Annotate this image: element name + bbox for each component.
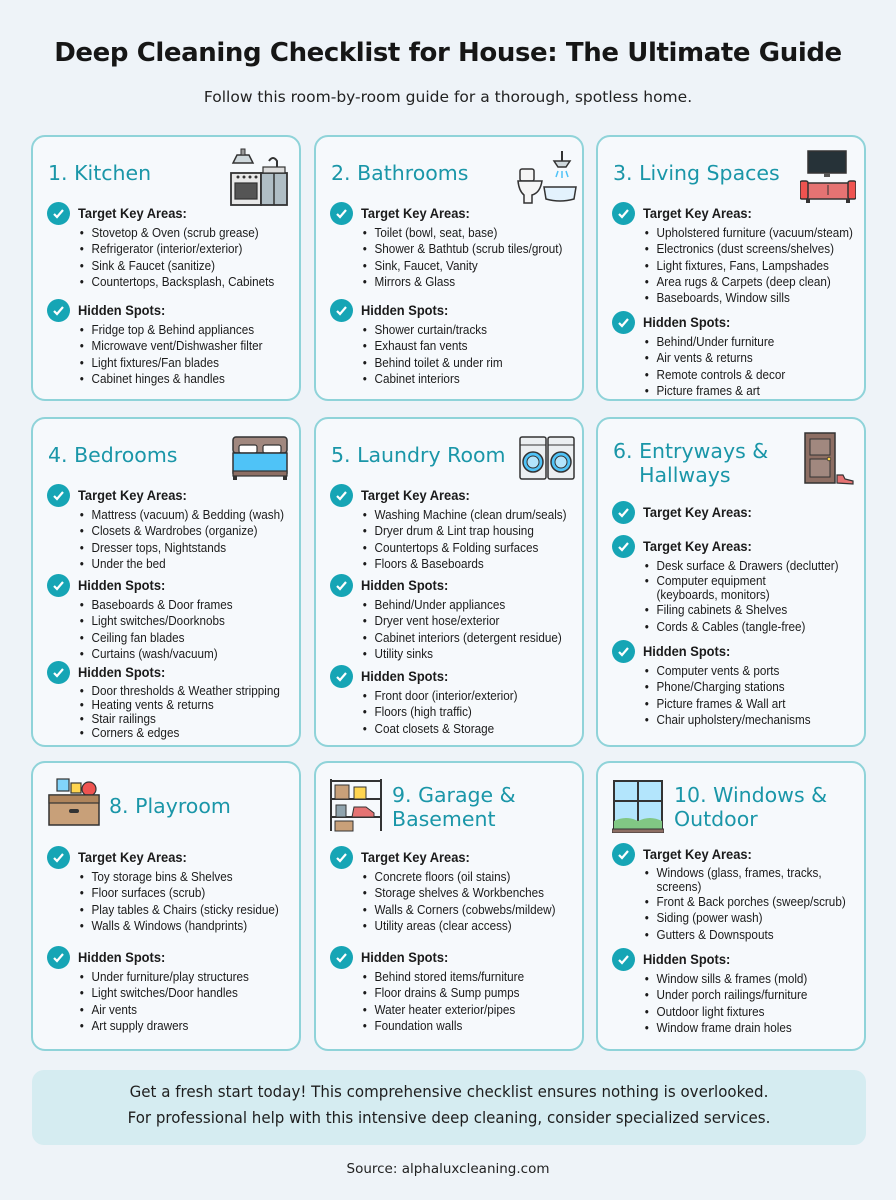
list-item: • Under the bed — [78, 556, 270, 572]
list-item: • Siding (power wash) — [643, 910, 835, 926]
checkmark-icon — [47, 846, 70, 869]
footer-callout — [32, 1070, 866, 1145]
section-label: Target Key Areas: — [78, 487, 187, 503]
list-item: • Walls & Corners (cobwebs/mildew) — [361, 902, 553, 918]
checkmark-icon — [612, 202, 635, 225]
checkmark-icon — [47, 946, 70, 969]
list-item: • Heating vents & returns — [78, 698, 270, 712]
list-item: • Light switches/Doorknobs — [78, 613, 270, 629]
section-hidden-spots — [330, 298, 574, 387]
list-item: • Window sills & frames (mold) — [643, 971, 835, 987]
list-item: • Electronics (dust screens/shelves) — [643, 241, 835, 257]
list-item: • Cabinet hinges & handles — [78, 371, 270, 387]
list-item: • Curtains (wash/vacuum) — [78, 646, 270, 662]
list-item: • Utility sinks — [361, 646, 553, 662]
list-item: • Filing cabinets & Shelves — [643, 602, 835, 618]
list-item: • Under porch railings/furniture — [643, 987, 835, 1003]
list-item: • Coat closets & Storage — [361, 721, 553, 737]
section-label: Target Key Areas: — [643, 205, 752, 221]
checkmark-icon — [47, 484, 70, 507]
list-item: • Mirrors & Glass — [361, 274, 553, 290]
list-item: • Dresser tops, Nightstands — [78, 540, 270, 556]
list-item: • Front & Back porches (sweep/scrub) — [643, 894, 835, 910]
checkmark-icon — [47, 661, 70, 684]
section-hidden-spots — [47, 660, 291, 740]
section-target-key-areas — [47, 201, 291, 290]
list-item: • Refrigerator (interior/exterior) — [78, 241, 270, 257]
door-shoes-icon — [801, 431, 857, 492]
list-item: • Microwave vent/Dishwasher filter — [78, 338, 270, 354]
list-item: • Baseboards & Door frames — [78, 597, 270, 613]
section-label: Hidden Spots: — [361, 949, 449, 965]
card-living-spaces — [596, 135, 866, 401]
checkmark-icon — [612, 311, 635, 334]
section-label: Target Key Areas: — [78, 849, 187, 865]
section-target-key-areas — [330, 201, 574, 290]
page-subtitle: Follow this room-by-room guide for a thorough, spotless home. — [203, 88, 693, 106]
checkmark-icon — [612, 640, 635, 663]
list-item: • Baseboards, Window sills — [643, 290, 835, 306]
checkmark-icon — [330, 946, 353, 969]
list-item: • Picture frames & Wall art — [643, 696, 835, 712]
section-target-key-areas — [612, 534, 856, 635]
window-icon — [612, 779, 664, 838]
section-label: Target Key Areas: — [78, 205, 187, 221]
list-item: • Toy storage bins & Shelves — [78, 869, 270, 885]
checkmark-icon — [612, 501, 635, 524]
card-title: 2. Bathrooms — [331, 161, 469, 185]
list-item: • Floor drains & Sump pumps — [361, 985, 553, 1001]
list-item: • Art supply drawers — [78, 1018, 270, 1034]
list-item: • Door thresholds & Weather stripping — [78, 684, 270, 698]
section-target-key-areas — [612, 500, 856, 524]
list-item: • Behind stored items/furniture — [361, 969, 553, 985]
list-item: • Sink, Faucet, Vanity — [361, 258, 553, 274]
section-hidden-spots — [612, 639, 856, 728]
list-item: • Outdoor light fixtures — [643, 1004, 835, 1020]
list-item: • Stair railings — [78, 712, 270, 726]
toy-box-icon — [47, 777, 101, 836]
section-hidden-spots — [47, 945, 291, 1034]
list-item: • Floors (high traffic) — [361, 704, 553, 720]
card-garage-basement — [314, 761, 584, 1051]
checkmark-icon — [330, 484, 353, 507]
list-item: • Area rugs & Carpets (deep clean) — [643, 274, 835, 290]
card-title: 9. Garage & Basement — [392, 783, 516, 831]
list-item: • Front door (interior/exterior) — [361, 688, 553, 704]
section-label: Hidden Spots: — [643, 314, 731, 330]
list-item: • Countertops, Backsplash, Cabinets — [78, 274, 270, 290]
section-hidden-spots — [612, 310, 856, 399]
source-credit: Source: alphaluxcleaning.com — [346, 1161, 550, 1177]
list-item: • Cabinet interiors — [361, 371, 553, 387]
list-item: • Phone/Charging stations — [643, 679, 835, 695]
section-label: Hidden Spots: — [643, 643, 731, 659]
checkmark-icon — [330, 299, 353, 322]
section-target-key-areas — [330, 845, 574, 934]
list-item: • Desk surface & Drawers (declutter) — [643, 558, 835, 574]
checkmark-icon — [330, 202, 353, 225]
section-label: Target Key Areas: — [361, 487, 470, 503]
list-item: • Play tables & Chairs (sticky residue) — [78, 902, 270, 918]
list-item: • Remote controls & decor — [643, 367, 835, 383]
section-label: Target Key Areas: — [643, 846, 752, 862]
section-target-key-areas — [612, 842, 856, 943]
section-label: Hidden Spots: — [361, 302, 449, 318]
list-item: • Light fixtures, Fans, Lampshades — [643, 258, 835, 274]
card-title: 8. Playroom — [109, 794, 231, 818]
card-title: 1. Kitchen — [48, 161, 152, 185]
section-hidden-spots — [330, 664, 574, 737]
card-bathrooms — [314, 135, 584, 401]
washing-machines-icon — [519, 436, 575, 485]
checkmark-icon — [612, 948, 635, 971]
card-entryways-hallways — [596, 417, 866, 747]
section-label: Hidden Spots: — [78, 302, 166, 318]
list-item: • Chair upholstery/mechanisms — [643, 712, 835, 728]
list-item: • Mattress (vacuum) & Bedding (wash) — [78, 507, 270, 523]
footer-line-1: Get a fresh start today! This comprehensive checklist ensures nothing is overlooked. — [129, 1082, 769, 1101]
list-item: • Computer vents & ports — [643, 663, 835, 679]
footer-line-2: For professional help with this intensive deep cleaning, consider specialized services. — [127, 1108, 771, 1127]
list-item: • Walls & Windows (handprints) — [78, 918, 270, 934]
card-title: 4. Bedrooms — [48, 443, 178, 467]
section-hidden-spots — [330, 945, 574, 1034]
checkmark-icon — [612, 535, 635, 558]
card-title: 10. Windows & Outdoor — [674, 783, 828, 831]
list-item: • Fridge top & Behind appliances — [78, 322, 270, 338]
card-windows-outdoor — [596, 761, 866, 1051]
list-item: • Ceiling fan blades — [78, 630, 270, 646]
list-item: • Floors & Baseboards — [361, 556, 553, 572]
list-item: • Floor surfaces (scrub) — [78, 885, 270, 901]
checkmark-icon — [47, 574, 70, 597]
card-title: 6. Entryways & Hallways — [613, 439, 769, 487]
list-item: • Exhaust fan vents — [361, 338, 553, 354]
section-label: Hidden Spots: — [361, 668, 449, 684]
list-item: • Storage shelves & Workbenches — [361, 885, 553, 901]
checkmark-icon — [330, 574, 353, 597]
section-target-key-areas — [47, 845, 291, 934]
section-label: Hidden Spots: — [78, 577, 166, 593]
section-target-key-areas — [47, 483, 291, 572]
section-hidden-spots — [47, 298, 291, 387]
section-target-key-areas — [612, 201, 856, 306]
card-playroom — [31, 761, 301, 1051]
list-item: • Utility areas (clear access) — [361, 918, 553, 934]
section-hidden-spots — [330, 573, 574, 662]
list-item: • Shower & Bathtub (scrub tiles/grout) — [361, 241, 553, 257]
list-item: • Washing Machine (clean drum/seals) — [361, 507, 553, 523]
section-label: Hidden Spots: — [361, 577, 449, 593]
list-item: • Computer equipment (keyboards, monitors) — [643, 574, 828, 602]
list-item: • Water heater exterior/pipes — [361, 1002, 553, 1018]
section-label: Hidden Spots: — [643, 951, 731, 967]
section-label: Target Key Areas: — [643, 504, 752, 520]
list-item: • Air vents — [78, 1002, 270, 1018]
section-label: Hidden Spots: — [78, 664, 166, 680]
section-hidden-spots — [612, 947, 856, 1036]
list-item: • Gutters & Downspouts — [643, 927, 835, 943]
page-title: Deep Cleaning Checklist for House: The Ultimate Guide — [54, 38, 842, 68]
checkmark-icon — [47, 299, 70, 322]
list-item: • Air vents & returns — [643, 350, 835, 366]
list-item: • Picture frames & art — [643, 383, 835, 399]
card-bedrooms — [31, 417, 301, 747]
section-target-key-areas — [330, 483, 574, 572]
section-hidden-spots — [47, 573, 291, 662]
list-item: • Shower curtain/tracks — [361, 322, 553, 338]
list-item: • Behind/Under appliances — [361, 597, 553, 613]
card-title: 5. Laundry Room — [331, 443, 506, 467]
section-label: Target Key Areas: — [361, 849, 470, 865]
list-item: • Behind/Under furniture — [643, 334, 835, 350]
list-item: • Foundation walls — [361, 1018, 553, 1034]
list-item: • Sink & Faucet (sanitize) — [78, 258, 270, 274]
list-item: • Window frame drain holes — [643, 1020, 835, 1036]
section-label: Target Key Areas: — [361, 205, 470, 221]
list-item: • Dryer vent hose/exterior — [361, 613, 553, 629]
list-item: • Concrete floors (oil stains) — [361, 869, 553, 885]
list-item: • Stovetop & Oven (scrub grease) — [78, 225, 270, 241]
card-kitchen — [31, 135, 301, 401]
list-item: • Toilet (bowl, seat, base) — [361, 225, 553, 241]
checkmark-icon — [612, 843, 635, 866]
list-item: • Dryer drum & Lint trap housing — [361, 523, 553, 539]
list-item: • Cabinet interiors (detergent residue) — [361, 630, 553, 646]
card-laundry-room — [314, 417, 584, 747]
list-item: • Corners & edges — [78, 726, 270, 740]
list-item: • Upholstered furniture (vacuum/steam) — [643, 225, 835, 241]
list-item: • Under furniture/play structures — [78, 969, 270, 985]
list-item: • Countertops & Folding surfaces — [361, 540, 553, 556]
list-item: • Behind toilet & under rim — [361, 355, 553, 371]
section-label: Target Key Areas: — [643, 538, 752, 554]
checkmark-icon — [330, 665, 353, 688]
list-item: • Closets & Wardrobes (organize) — [78, 523, 270, 539]
list-item: • Light switches/Door handles — [78, 985, 270, 1001]
checkmark-icon — [330, 846, 353, 869]
card-title: 3. Living Spaces — [613, 161, 780, 185]
checkmark-icon — [47, 202, 70, 225]
section-label: Hidden Spots: — [78, 949, 166, 965]
list-item: • Windows (glass, frames, tracks, screens) — [643, 866, 823, 894]
list-item: • Cords & Cables (tangle-free) — [643, 619, 835, 635]
list-item: • Light fixtures/Fan blades — [78, 355, 270, 371]
garage-shelves-icon — [328, 777, 384, 838]
bed-icon — [231, 435, 289, 486]
